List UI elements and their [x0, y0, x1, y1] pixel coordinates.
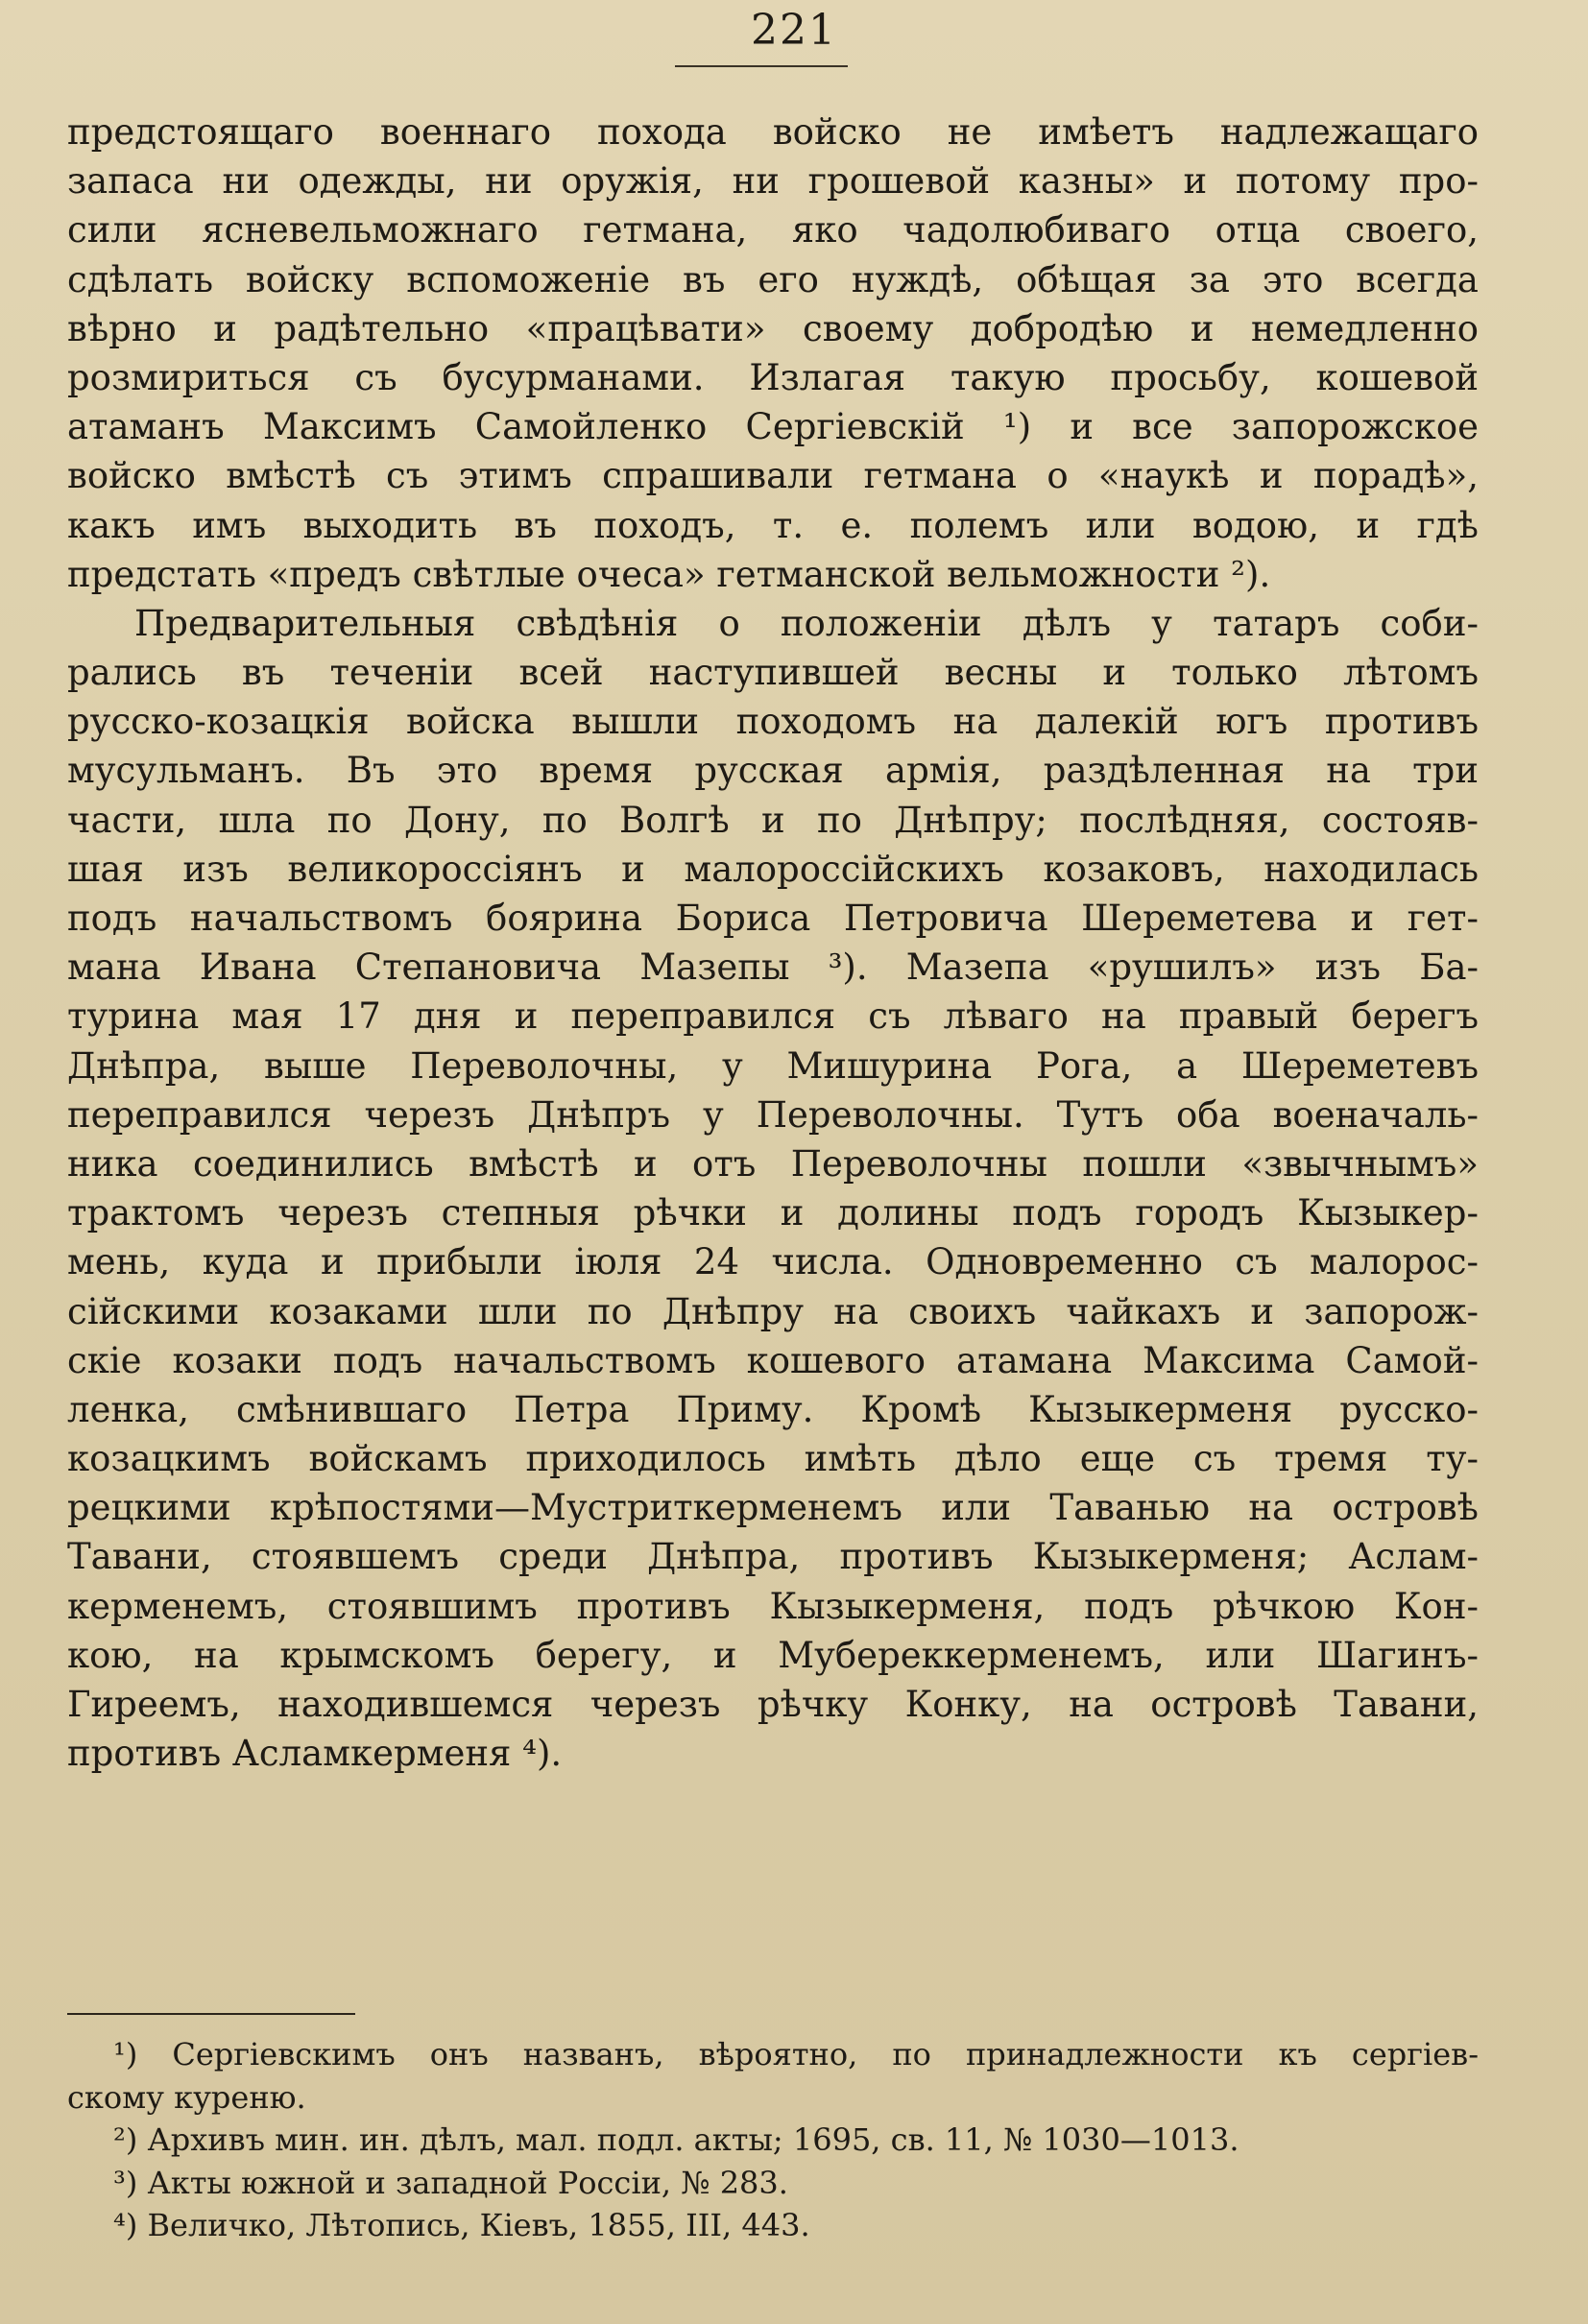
text-line: мана Ивана Степановича Мазепы ³). Мазепа «рушилъ» изъ Ба-: [67, 946, 1479, 989]
text-line: Гиреемъ, находившемся черезъ рѣчку Конку, на островѣ Тавани,: [67, 1684, 1479, 1725]
text-line: запаса ни одежды, ни оружія, ни грошевой казны» и потому про-: [67, 160, 1479, 203]
text-line: скіе козаки подъ начальствомъ кошевого атамана Максима Самой-: [67, 1339, 1479, 1381]
footnote-line: ⁴) Величко, Лѣтопись, Кіевъ, 1855, III, 443.: [113, 2207, 810, 2243]
text-line: вѣрно и радѣтельно «працѣвати» своему добродѣю и немедленно: [67, 307, 1479, 349]
text-line: сили ясневельможнаго гетмана, яко чадолюбиваго отца своего,: [67, 209, 1479, 252]
text-line: части, шла по Дону, по Волгѣ и по Днѣпру; послѣдняя, состояв-: [67, 799, 1479, 841]
text-line: ника соединились вмѣстѣ и отъ Переволочны пошли «звычнымъ»: [67, 1142, 1479, 1185]
text-line: розмириться съ бусурманами. Излагая такую просьбу, кошевой: [67, 356, 1479, 398]
text-line: предстоящаго военнаго похода войско не имѣетъ надлежащаго: [67, 111, 1479, 153]
text-line: Предварительныя свѣдѣнія о положеніи дѣлъ у татаръ соби-: [134, 602, 1479, 644]
text-line: сдѣлать войску вспоможеніе въ его нуждѣ, обѣщая за это всегда: [67, 258, 1479, 300]
body-text: [67, 108, 1479, 1778]
text-line: рались въ теченіи всей наступившей весны и только лѣтомъ: [67, 652, 1479, 694]
paragraph-1: [67, 108, 1479, 599]
footnote-line: ²) Архивъ мин. ин. дѣлъ, мал. подл. акты; 1695, св. 11, № 1030—1013.: [113, 2121, 1239, 2158]
text-line: предстать «предъ свѣтлые очеса» гетманской вельможности ²).: [67, 553, 1271, 595]
text-line: шая изъ великороссіянъ и малороссійскихъ козаковъ, находилась: [67, 848, 1479, 890]
footnote-rule: [67, 2013, 355, 2015]
text-line: трактомъ черезъ степныя рѣчки и долины подъ городъ Кызыкер-: [67, 1192, 1479, 1234]
text-line: ленка, смѣнившаго Петра Приму. Кромѣ Кызыкерменя русско-: [67, 1388, 1479, 1430]
text-line: козацкимъ войскамъ приходилось имѣть дѣло еще съ тремя ту-: [67, 1438, 1479, 1480]
text-line: рецкими крѣпостями—Мустриткерменемъ или Таванью на островѣ: [67, 1487, 1479, 1529]
footnote-3: [67, 2162, 1479, 2205]
text-line: переправился черезъ Днѣпръ у Переволочны. Тутъ оба военачаль-: [67, 1093, 1479, 1136]
text-line: какъ имъ выходить въ походъ, т. е. полемъ или водою, и гдѣ: [67, 504, 1479, 546]
header-rule: [675, 65, 848, 67]
page-number: 221: [751, 6, 837, 55]
text-line: сійскими козаками шли по Днѣпру на своихъ чайкахъ и запорож-: [67, 1290, 1479, 1332]
footnote-line: ¹) Сергіевскимъ онъ названъ, вѣроятно, по принадлежности къ сергіев-: [113, 2036, 1479, 2072]
text-line: войско вмѣстѣ съ этимъ спрашивали гетмана о «наукѣ и порадѣ»,: [67, 455, 1479, 497]
text-line: мусульманъ. Въ это время русская армія, раздѣленная на три: [67, 750, 1479, 792]
text-line: русско-козацкія войска вышли походомъ на далекій югъ противъ: [67, 701, 1479, 743]
footnote-4: [67, 2204, 1479, 2247]
text-line: мень, куда и прибыли іюля 24 числа. Одновременно съ малорос-: [67, 1241, 1479, 1283]
footnote-2: [67, 2119, 1479, 2162]
footnote-1: [67, 2033, 1479, 2119]
footnote-line: ³) Акты южной и западной Россіи, № 283.: [113, 2164, 788, 2201]
text-line: турина мая 17 дня и переправился съ лѣваго на правый берегъ: [67, 995, 1479, 1038]
text-line: Тавани, стоявшемъ среди Днѣпра, противъ Кызыкерменя; Аслам-: [67, 1536, 1479, 1578]
text-line: кою, на крымскомъ берегу, и Мубереккерменемъ, или Шагинъ-: [67, 1634, 1479, 1676]
text-line: керменемъ, стоявшимъ противъ Кызыкерменя, подъ рѣчкою Кон-: [67, 1585, 1479, 1627]
footnote-line: скому куреню.: [67, 2078, 306, 2116]
paragraph-2: [67, 599, 1479, 1779]
text-line: подъ начальствомъ боярина Бориса Петровича Шереметева и гет-: [67, 898, 1479, 939]
text-line: противъ Асламкерменя ⁴).: [67, 1733, 563, 1775]
footnotes: [67, 2033, 1479, 2247]
text-line: атаманъ Максимъ Самойленко Сергіевскій ¹) и все запорожское: [67, 406, 1479, 448]
text-line: Днѣпра, выше Переволочны, у Мишурина Рога, а Шереметевъ: [67, 1044, 1479, 1087]
